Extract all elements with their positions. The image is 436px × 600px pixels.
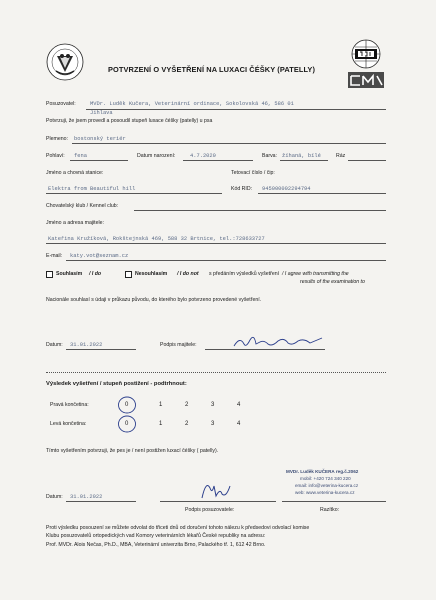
date2-value: 31.01.2022	[70, 494, 103, 500]
footer-line3: Prof. MVDr. Alois Nečas, Ph.D., MBA, Veterinární univerzita Brno, Palackého tř. 1, 612 42 Brno.	[46, 542, 266, 548]
color-value: žíhaná, bílé	[282, 153, 321, 159]
tattoo-label: Tetovací číslo / čip:	[231, 170, 275, 176]
fci-logo-icon	[346, 38, 386, 96]
examiner-value-line2: Jihlava	[90, 110, 113, 116]
right-leg-grade-0[interactable]: 0	[125, 402, 129, 408]
club-label: Chovatelský klub / Kennel club:	[46, 203, 119, 209]
left-leg-grade-3[interactable]: 3	[211, 421, 215, 427]
email-label: E-mail:	[46, 253, 63, 259]
name-value: Elektra from Beautiful hill	[48, 186, 136, 192]
footer-line1: Proti výsledku posouzení se můžete odvolat do třiceti dnů od doručení tohoto nálezu k předsedovi odvolací komise	[46, 525, 310, 531]
left-leg-grade-2[interactable]: 2	[185, 421, 189, 427]
left-leg-grade-4[interactable]: 4	[237, 421, 241, 427]
right-leg-grade-4[interactable]: 4	[237, 402, 241, 408]
consent-agree-label: Souhlasím	[56, 271, 83, 277]
left-leg-grade-1[interactable]: 1	[159, 421, 163, 427]
statement-text: Potvrzuji, že jsem provedl a posoudil stupeň luxace čéšky (patelly) u psa	[46, 118, 213, 124]
consent-disagree-en: / I do not	[177, 271, 199, 277]
sex-label: Pohlaví:	[46, 153, 65, 159]
right-leg-grade-3[interactable]: 3	[211, 402, 215, 408]
breed-value: bostonský teriér	[74, 136, 126, 142]
stamp-line3: email: info@veterina-kucera.cz	[295, 483, 359, 488]
left-leg-label: Levá končetina:	[50, 421, 87, 427]
page-title: POTVRZENÍ O VYŠETŘENÍ NA LUXACI ČÉŠKY (PATELLY)	[108, 65, 316, 74]
right-leg-grade-1[interactable]: 1	[159, 402, 163, 408]
examiner-signature-icon	[200, 478, 234, 502]
color-label: Barva:	[262, 153, 277, 159]
email-value: katy.vot@seznam.cz	[70, 253, 129, 259]
consent-disagree-label: Nesouhlasím	[135, 271, 168, 277]
examiner-label: Posuzovatel:	[46, 101, 76, 107]
confirm-text: Tímto vyšetřením potvrzuji, že pes je / není postižen luxací čéšky ( patelly).	[46, 448, 219, 454]
consent-text-en-2: results of the examination to	[300, 279, 365, 285]
sex-value: fena	[74, 153, 87, 159]
rid-value: 945000002294794	[262, 186, 311, 192]
examiner-value: MVDr. Luděk Kučera, Veterinární ordinace, Sokolovská 46, 586 01	[90, 101, 294, 107]
dob-value: 4.7.2020	[190, 153, 216, 159]
stamp-line2: mobil: +420 724 340 220	[300, 476, 351, 481]
rid-label: Kód RID:	[231, 186, 253, 192]
size-label: Ráz	[336, 153, 346, 159]
right-leg-grade-2[interactable]: 2	[185, 402, 189, 408]
right-leg-label: Pravá končetina:	[50, 402, 89, 408]
owner-label: Jméno a adresa majitele:	[46, 220, 104, 226]
owner-value: Kateřina Kružíková, Rokštejnská 469, 588 32 Brtnice, tel.:728633727	[48, 236, 265, 242]
consent-agree-checkbox[interactable]	[46, 271, 53, 278]
dob-label: Datum narození:	[137, 153, 176, 159]
club-logo-icon	[45, 42, 85, 82]
consent-agree-en: / I do	[89, 271, 102, 277]
date2-label: Datum:	[46, 494, 63, 500]
national-text: Nacionále souhlasí s údaji v průkazu původu, do kterého bylo potvrzeno provedené vyšetření.	[46, 297, 262, 303]
breed-label: Plemeno:	[46, 136, 68, 142]
date1-value: 31.01.2022	[70, 342, 103, 348]
consent-disagree-checkbox[interactable]	[125, 271, 132, 278]
date1-label: Datum:	[46, 342, 63, 348]
stamp-label: Razítko:	[320, 507, 340, 513]
name-label: Jméno a chovná stanice:	[46, 170, 104, 176]
stamp-line1: MVDr. Luděk KUČERA reg.č.2062	[286, 469, 359, 474]
consent-text: s předáním výsledků vyšetření	[209, 271, 280, 277]
stamp-line4: web: www.veterina-kucera.cz	[295, 490, 355, 495]
owner-signature-label: Podpis majitele:	[160, 342, 197, 348]
result-title: Výsledek vyšetření / stupeň postižení - podtrhnout:	[46, 381, 187, 387]
owner-signature-icon	[232, 334, 324, 350]
consent-text-en: / I agree with transmitting the	[282, 271, 349, 277]
footer-line2: Klubu posuzovatelů ortopedických vad Komory veterinárních lékařů České republiky na adresu:	[46, 533, 266, 539]
left-leg-grade-0[interactable]: 0	[125, 421, 129, 427]
examiner-signature-label: Podpis posuzovatele:	[185, 507, 235, 513]
